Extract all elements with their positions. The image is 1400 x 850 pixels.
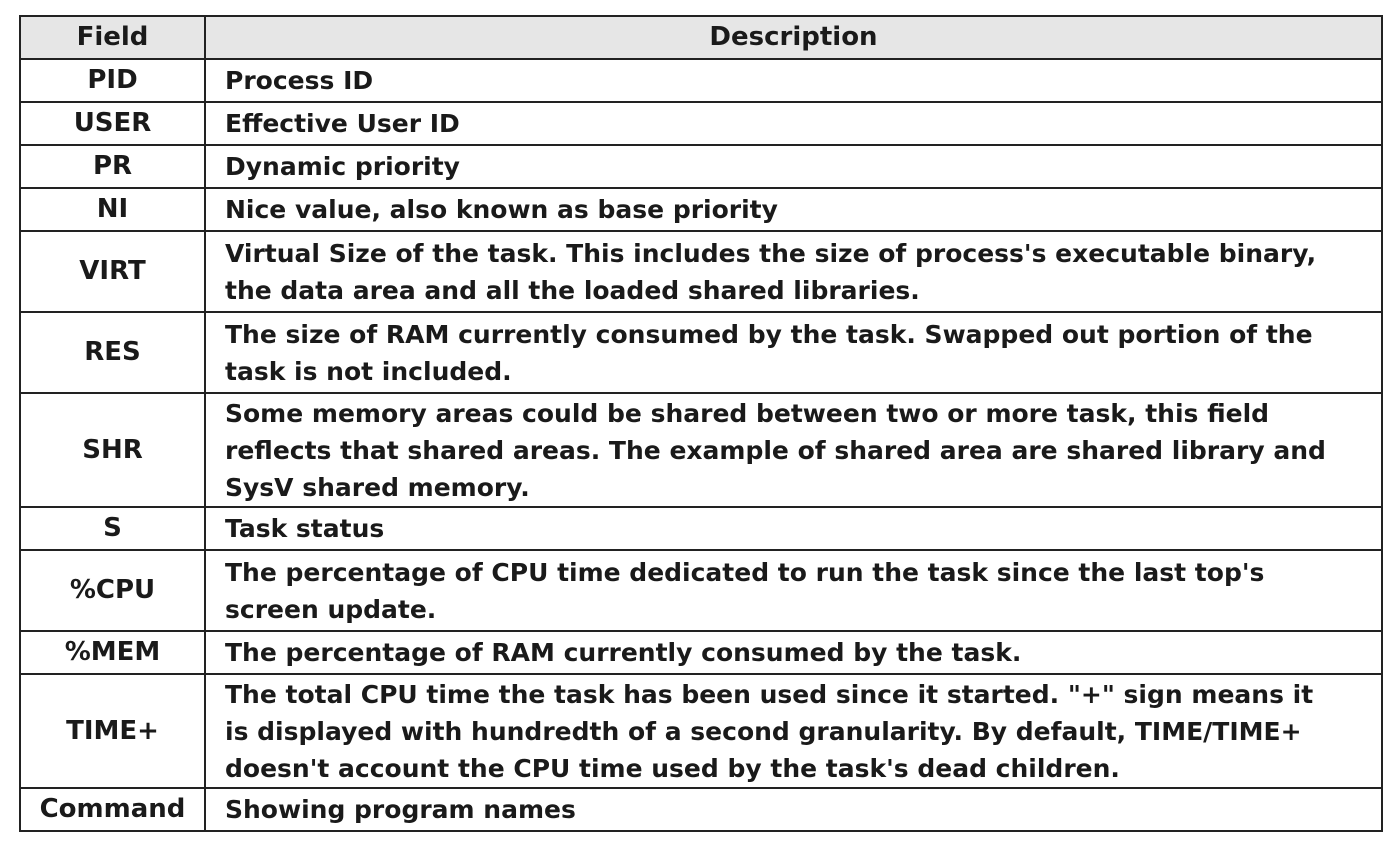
description-cell: Process ID xyxy=(205,59,1382,102)
field-cell: %CPU xyxy=(20,550,205,631)
description-cell: Effective User ID xyxy=(205,102,1382,145)
table-row xyxy=(20,550,1382,631)
field-cell: PR xyxy=(20,145,205,188)
table-row xyxy=(20,102,1382,145)
table-row xyxy=(20,231,1382,312)
field-cell: NI xyxy=(20,188,205,231)
description-cell: The total CPU time the task has been used since it started. "+" sign means it is displayed with hundredth of a second granularity. By default, TIME/TIME+ doesn't account the CPU time used by the task's dead children. xyxy=(205,674,1382,788)
field-cell: USER xyxy=(20,102,205,145)
description-cell: The size of RAM currently consumed by the task. Swapped out portion of the task is not included. xyxy=(205,312,1382,393)
table-row xyxy=(20,145,1382,188)
table-row xyxy=(20,507,1382,550)
description-cell: The percentage of RAM currently consumed by the task. xyxy=(205,631,1382,674)
field-cell: %MEM xyxy=(20,631,205,674)
table-row xyxy=(20,393,1382,507)
description-cell: Showing program names xyxy=(205,788,1382,831)
table-row xyxy=(20,674,1382,788)
description-cell: Nice value, also known as base priority xyxy=(205,188,1382,231)
field-cell: SHR xyxy=(20,393,205,507)
table-row xyxy=(20,631,1382,674)
description-cell: Some memory areas could be shared between two or more task, this field reflects that shared areas. The example of shared area are shared library and SysV shared memory. xyxy=(205,393,1382,507)
description-cell: Task status xyxy=(205,507,1382,550)
field-cell: PID xyxy=(20,59,205,102)
table-row xyxy=(20,788,1382,831)
table-header-row xyxy=(20,16,1382,59)
description-cell: Virtual Size of the task. This includes the size of process's executable binary, the data area and all the loaded shared libraries. xyxy=(205,231,1382,312)
field-cell: VIRT xyxy=(20,231,205,312)
field-cell: Command xyxy=(20,788,205,831)
header-field: Field xyxy=(20,16,205,59)
table-row xyxy=(20,312,1382,393)
table-row xyxy=(20,188,1382,231)
field-cell: S xyxy=(20,507,205,550)
description-cell: Dynamic priority xyxy=(205,145,1382,188)
header-description: Description xyxy=(205,16,1382,59)
fields-table xyxy=(19,15,1383,832)
table-row xyxy=(20,59,1382,102)
field-cell: RES xyxy=(20,312,205,393)
description-cell: The percentage of CPU time dedicated to run the task since the last top's screen update. xyxy=(205,550,1382,631)
field-cell: TIME+ xyxy=(20,674,205,788)
